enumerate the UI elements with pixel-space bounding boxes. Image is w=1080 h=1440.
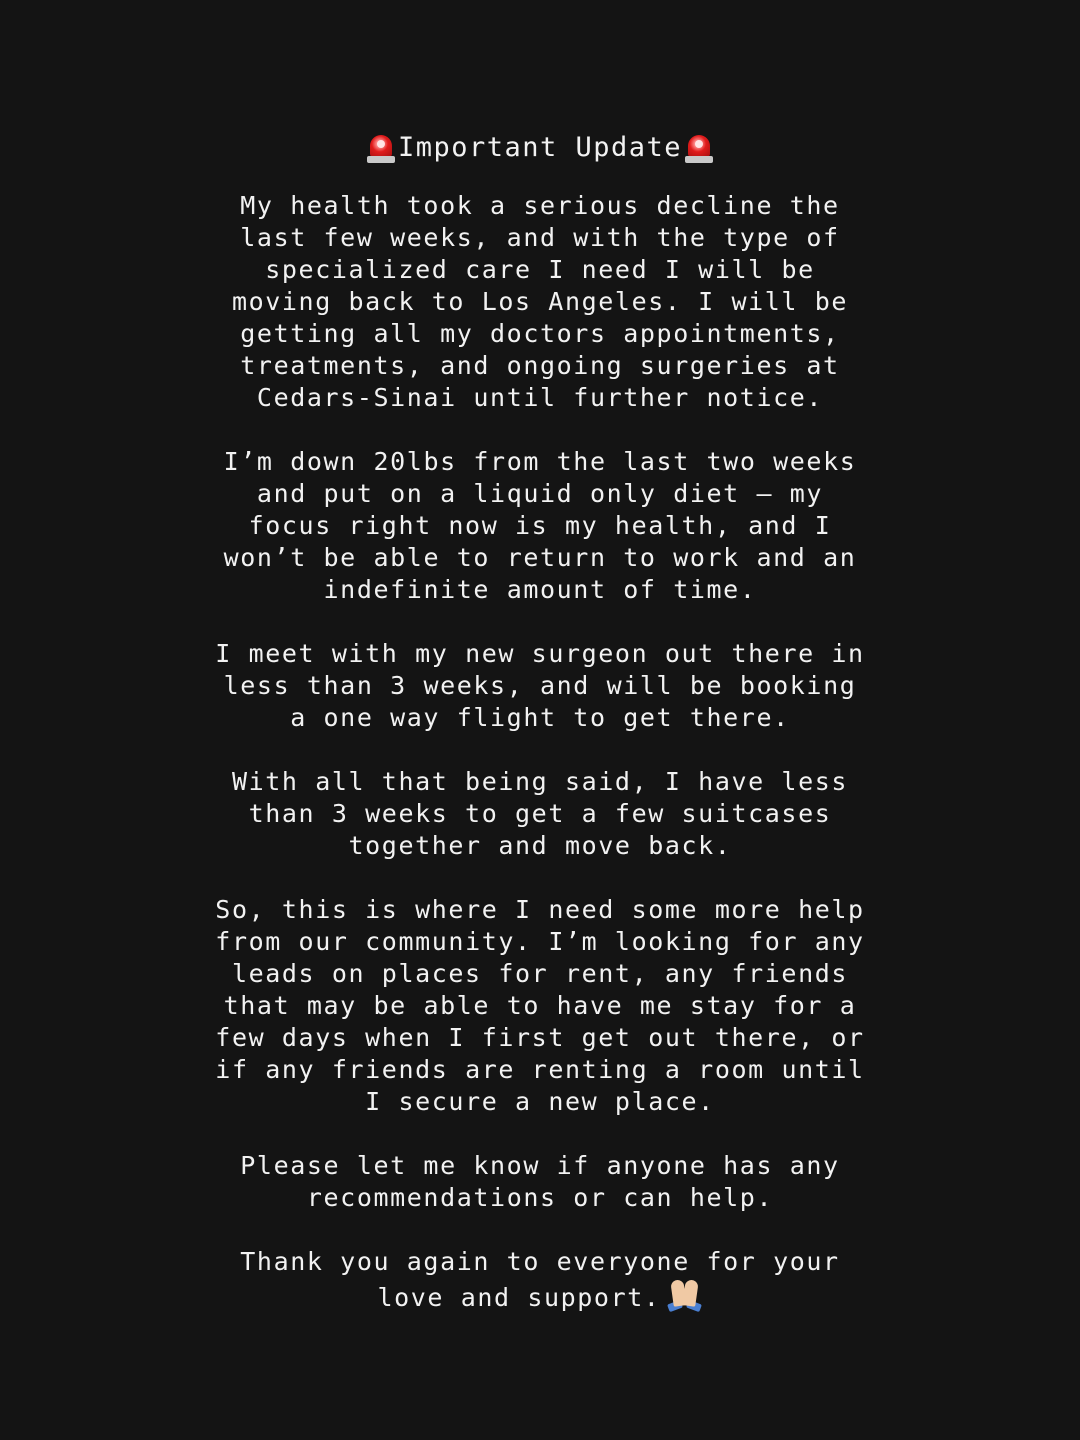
folded-hands-icon	[667, 1278, 703, 1310]
paragraph-closing	[200, 1246, 880, 1314]
story-title: Important Update	[397, 132, 683, 163]
paragraph-health-update: My health took a serious decline the last few weeks, and with the type of specialized care I need I will be moving back to Los Angeles. I will be getting all my doctors appointments, treatments, and ongoing surgeries at Cedars-Sinai until further notice.	[231, 191, 849, 412]
paragraph-weight-loss: I’m down 20lbs from the last two weeks and put on a liquid only diet – my focus right now is my health, and I won’t be able to return to work and an indefinite amount of time.	[223, 447, 857, 604]
paragraph-moving: With all that being said, I have less than 3 weeks to get a few suitcases together and move back.	[231, 767, 849, 860]
closing-text: Thank you again to everyone for your love and support.	[240, 1247, 840, 1312]
police-car-light-icon	[684, 132, 714, 164]
paragraph-help-request: So, this is where I need some more help from our community. I’m looking for any leads on places for rent, any friends that may be able to have me stay for a few days when I first get out there, or if any friends are renting a room until I secure a new place.	[215, 895, 865, 1116]
paragraph-surgeon-meeting: I meet with my new surgeon out there in less than 3 weeks, and will be booking a one way flight to get there.	[215, 639, 865, 732]
title-row	[0, 126, 1080, 170]
paragraph-recommendations: Please let me know if anyone has any recommendations or can help.	[240, 1151, 840, 1212]
story-text-overlay	[0, 126, 1080, 1346]
police-car-light-icon	[366, 132, 396, 164]
